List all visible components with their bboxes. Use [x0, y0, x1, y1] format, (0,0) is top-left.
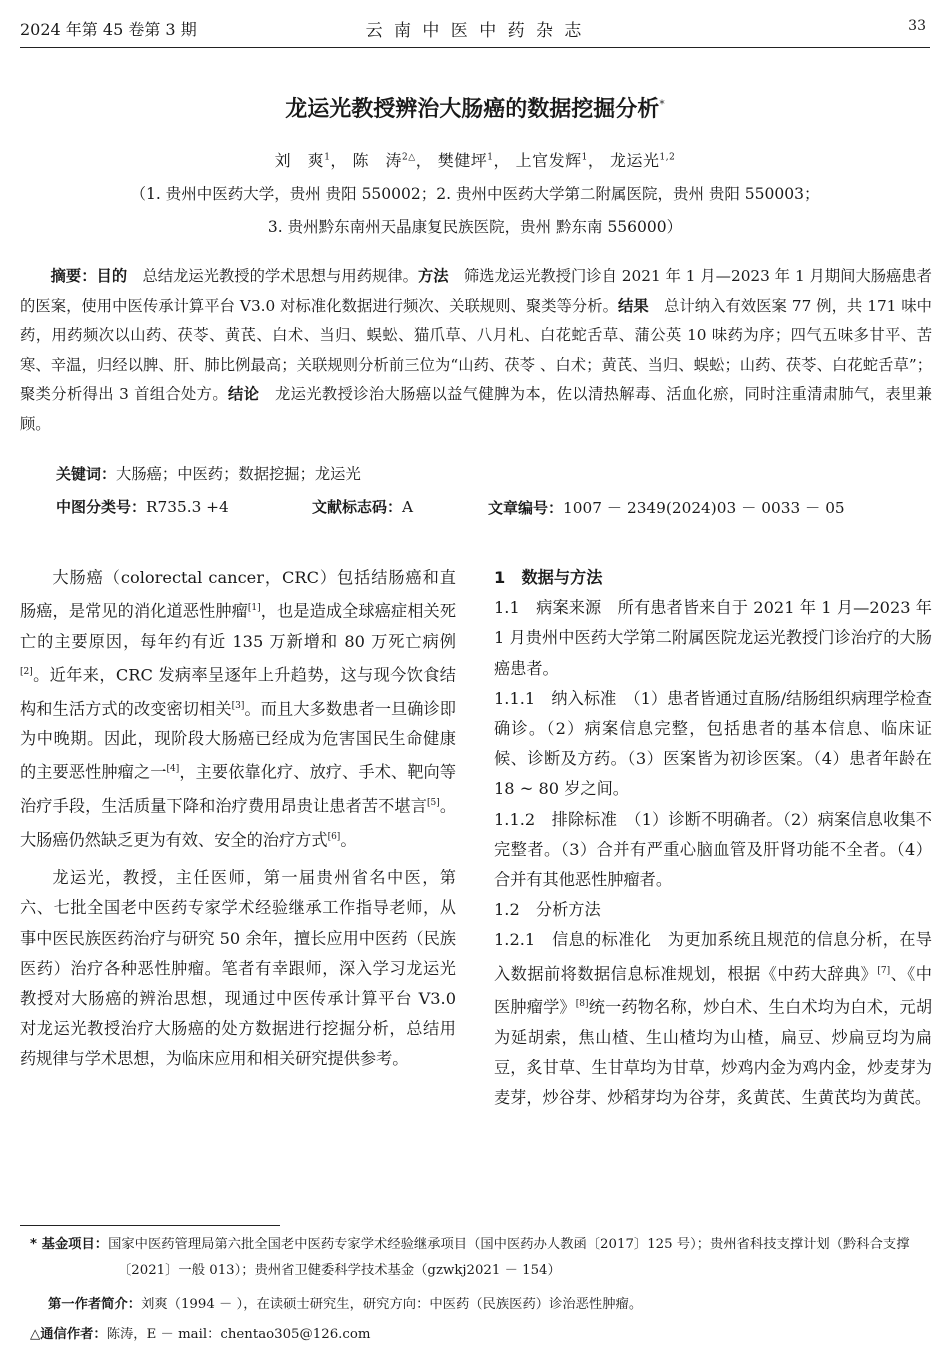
- running-header: [0, 14, 950, 42]
- section-1-2-1: 1.2.1 信息的标准化 为更加系统且规范的信息分析，在导入数据前将数据信息标准规划，根据《中药大辞典》[7]、《中医肿瘤学》[8]统一药物名称，炒白术、生白术均为白术，元胡为延胡索，焦山楂、生山楂均为山楂，扁豆、炒扁豆均为扁豆，炙甘草、生甘草均为甘草，炒鸡内金为鸡内金，炒麦芽为麦芽，炒谷芽、炒稻芽均为谷芽，炙黄芪、生黄芪均为黄芪。: [494, 930, 933, 1108]
- article-title: 龙运光教授辨治大肠癌的数据挖掘分析*: [285, 97, 665, 122]
- journal-name: 云 南 中 医 中 药 杂 志: [365, 21, 585, 41]
- citation: [6]: [327, 831, 341, 842]
- article-number-line: 文章编号：1007 － 2349(2024)03 － 0033 － 05: [488, 499, 845, 517]
- abstract: 摘要：目的 总结龙运光教授的学术思想与用药规律。方法 筛选龙运光教授门诊自 2021 年 1 月—2023 年 1 月期间大肠癌患者的医案，使用中医传承计算平台 V3.0 对标准化数据进行频次、关联规则、聚类等分析。结果 总计纳入有效医案 77 例，共 171 味中药，用药频次以山药、茯苓、黄芪、白术、当归、蜈蚣、猫爪草、八月札、白花蛇舌草、蒲公英 10 味药为序；四气五味多甘平、苦寒、辛温，归经以脾、肝、肺比例最高；关联规则分析前三位为“山药、茯苓 、白术；黄芪、当归、蜈蚣；山药、茯苓、白花蛇舌草”；聚类分析得出 3 首组合处方。结论 龙运光教授诊治大肠癌以益气健脾为本，佐以清热解毒、活血化瘀，同时注重清肃肺气，表里兼顾。: [20, 267, 932, 433]
- intro-paragraph-1: 大肠癌（colorectal cancer，CRC）包括结肠癌和直肠癌，是常见的消化道恶性肿瘤[1]，也是造成全球癌症相关死亡的主要原因，每年约有近 135 万新增和 80 万死亡病例[2]。近年来，CRC 发病率呈逐年上升趋势，这与现今饮食结构和生活方式的改变密切相关[3]。而且大多数患者一旦确诊即为中晚期。因此，现阶段大肠癌已经成为危害国民生命健康的主要恶性肿瘤之一[4]，主要依靠化疗、放疗、手术、靶向等治疗手段，生活质量下降和治疗费用昂贵让患者苦不堪言[5]。大肠癌仍然缺乏更为有效、安全的治疗方式[6]。: [20, 568, 457, 849]
- page-number: 33: [908, 18, 926, 34]
- classification-line: 中图分类号：R735.3 +4: [56, 498, 229, 516]
- first-author-footnote: 第一作者简介：刘爽（1994 － ），在读硕士研究生，研究方向：中医药（民族医药）诊治恶性肿瘤。: [48, 1297, 643, 1312]
- citation: [7]: [877, 965, 891, 976]
- left-column: [20, 563, 456, 1075]
- author: 陈 涛: [352, 151, 403, 170]
- title-footnote-mark: *: [659, 97, 665, 111]
- author-list: 刘 爽$^1$， 陈 涛$^{2\triangle}$， 樊健坪$^1$， 上官发辉$^1$， 龙运光$^{1,2}$: [274, 151, 676, 170]
- keywords-line: 关键词：大肠癌；中医药；数据挖掘；龙运光: [56, 465, 361, 483]
- fund-footnote: * 基金项目：国家中医药管理局第六批全国老中医药专家学术经验继承项目（国中医药办人教函〔2017〕125 号）；贵州省科技支撑计划（黔科合支撑〔2021〕一般 013）；贵州省卫健委科学技术基金（gzwkj2021 － 154）: [30, 1237, 910, 1278]
- document-code: A: [402, 498, 414, 516]
- section-1-2: 1.2 分析方法: [494, 900, 601, 920]
- article-number: 1007 － 2349(2024)03 － 0033 － 05: [563, 499, 845, 517]
- clc-code: R735.3 +4: [146, 498, 229, 516]
- citation: [2]: [20, 667, 33, 677]
- author: 龙运光: [609, 151, 660, 170]
- section-1-1-1: 1.1.1 纳入标准 （1）患者皆通过直肠/结肠组织病理学检查确诊。（2）病案信息完整，包括患者的基本信息、临床证候、诊断及方药。（3）医案皆为初诊医案。（4）患者年龄在 18 ~ 80 岁之间。: [494, 688, 932, 799]
- corresponding-author-footnote: △通信作者：陈涛，E － mail：chentao305@126.com: [30, 1327, 371, 1342]
- section-heading: 1 数据与方法: [494, 568, 603, 587]
- affiliation-line-1: （1. 贵州中医药大学，贵州 贵阳 550002；2. 贵州中医药大学第二附属医院，贵州 贵阳 550003；: [130, 185, 820, 203]
- citation: [1]: [247, 603, 261, 614]
- author: 樊健坪: [437, 151, 488, 170]
- section-1-1: 1.1 病案来源 所有患者皆来自于 2021 年 1 月—2023 年 1 月贵州中医药大学第二附属医院龙运光教授门诊治疗的大肠癌患者。: [494, 598, 932, 678]
- header-rule: [20, 47, 930, 48]
- keywords: 大肠癌；中医药；数据挖掘；龙运光: [116, 465, 361, 483]
- citation: [3]: [231, 700, 245, 711]
- document-code-line: 文献标志码：A: [312, 498, 414, 516]
- section-1-1-2: 1.1.2 排除标准 （1）诊断不明确者。（2）病案信息收集不完整者。（3）合并有严重心脑血管及肝肾功能不全者。（4）合并有其他恶性肿瘤者。: [494, 809, 932, 890]
- right-column: [494, 563, 932, 1113]
- citation: [4]: [166, 764, 180, 775]
- journal-issue: 2024 年第 45 卷第 3 期: [20, 20, 197, 39]
- affiliation-line-2: 3. 贵州黔东南州天晶康复民族医院，贵州 黔东南 556000）: [267, 218, 683, 236]
- footnote-rule: [20, 1225, 280, 1226]
- citation: [8]: [575, 999, 589, 1010]
- author: 上官发辉: [515, 151, 582, 170]
- author: 刘 爽: [274, 151, 325, 170]
- citation: [5]: [426, 797, 440, 808]
- intro-paragraph-2: 龙运光，教授，主任医师，第一届贵州省名中医，第六、七批全国老中医药专家学术经验继承工作指导老师，从事中医民族医药治疗与研究 50 余年，擅长应用中医药（民族医药）治疗各种恶性肿瘤。笔者有幸跟师，深入学习龙运光教授对大肠癌的辨治思想，现通过中医传承计算平台 V3.0 对龙运光教授治疗大肠癌的处方数据进行挖掘分析，总结用药规律与学术思想，为临床应用和相关研究提供参考。: [20, 868, 456, 1069]
